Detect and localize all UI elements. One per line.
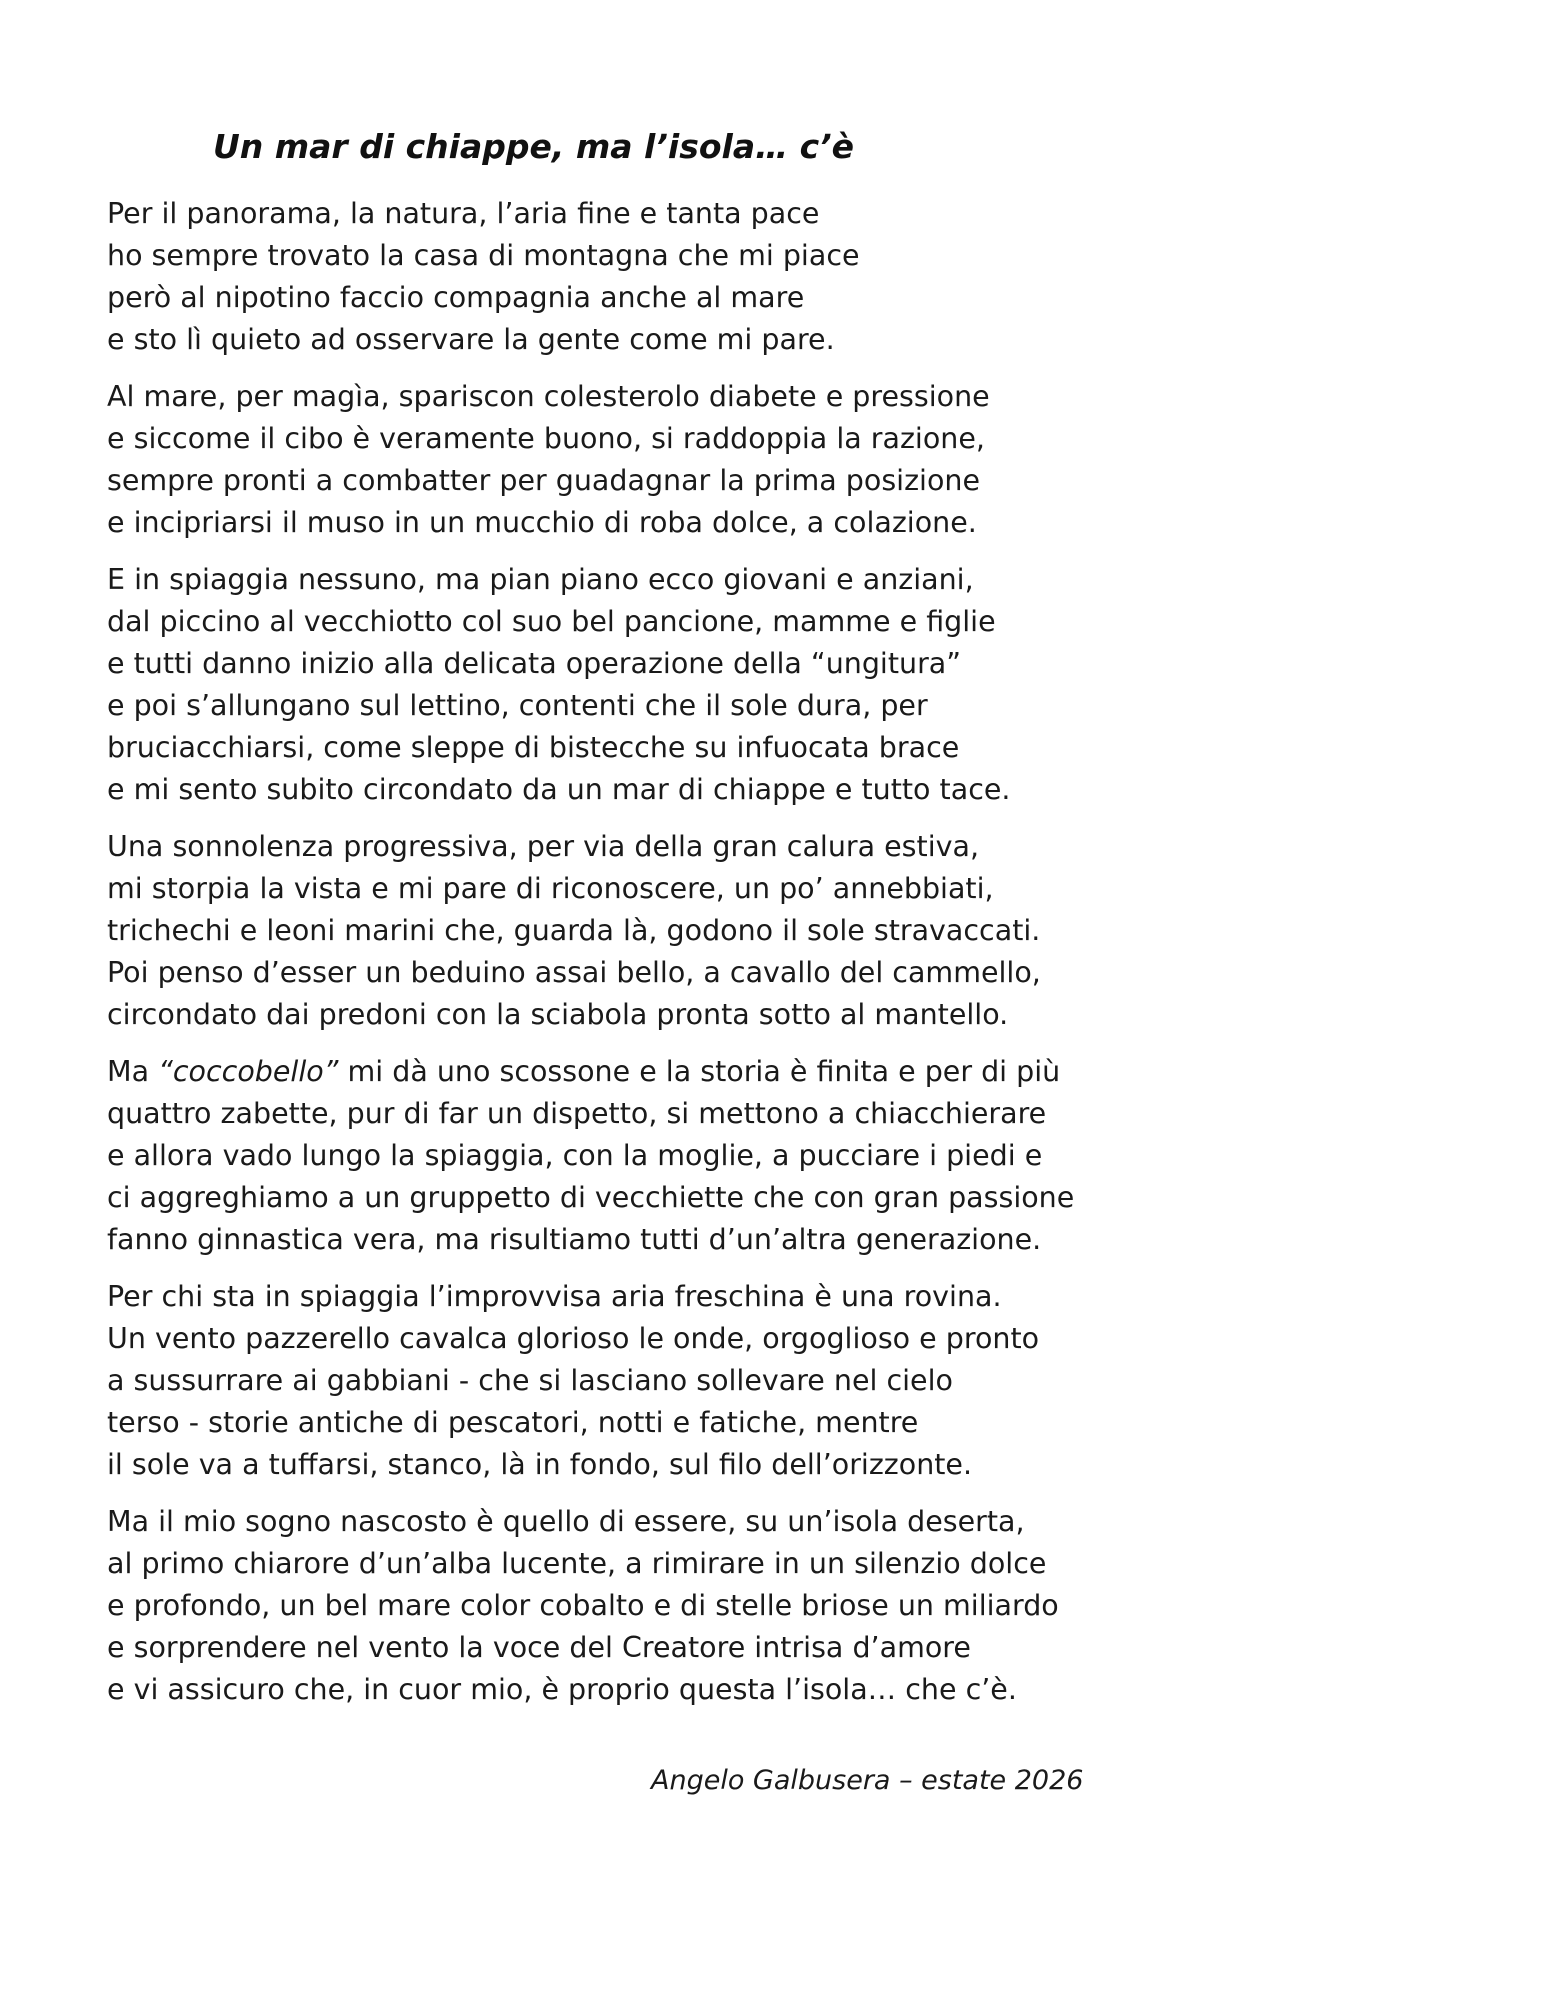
poem-line: Poi penso d’esser un beduino assai bello, a cavallo del cammello,: [107, 956, 1041, 989]
poem-line: quattro zabette, pur di far un dispetto, si mettono a chiacchierare: [107, 1097, 1047, 1130]
stanza: [107, 1501, 1347, 1711]
poem-line: circondato dai predoni con la sciabola pronta sotto al mantello.: [107, 998, 1009, 1031]
poem-line: e poi s’allungano sul lettino, contenti che il sole dura, per: [107, 689, 928, 722]
poem-line: Una sonnolenza progressiva, per via della gran calura estiva,: [107, 830, 980, 863]
poem-line: a sussurrare ai gabbiani - che si lasciano sollevare nel cielo: [107, 1364, 953, 1397]
poem-line: [107, 1051, 1347, 1093]
poem-line: dal piccino al vecchiotto col suo bel pancione, mamme e figlie: [107, 605, 996, 638]
poem-line: e siccome il cibo è veramente buono, si raddoppia la razione,: [107, 422, 985, 455]
stanza: [107, 826, 1347, 1036]
poem-line: e sto lì quieto ad osservare la gente come mi pare.: [107, 323, 835, 356]
poem-body: [107, 193, 1347, 1726]
poem-line: e vi assicuro che, in cuor mio, è proprio questa l’isola… che c’è.: [107, 1673, 1017, 1706]
poem-line: e incipriarsi il muso in un mucchio di roba dolce, a colazione.: [107, 506, 977, 539]
emphasized-word: “coccobello”: [158, 1055, 339, 1088]
stanza: [107, 1276, 1347, 1486]
poem-line: Ma il mio sogno nascosto è quello di essere, su un’isola deserta,: [107, 1505, 1025, 1538]
line-text: mi dà uno scossone e la storia è finita e per di più: [338, 1055, 1061, 1088]
stanza: [107, 193, 1347, 361]
poem-line: sempre pronti a combatter per guadagnar la prima posizione: [107, 464, 980, 497]
poem-line: Un vento pazzerello cavalca glorioso le onde, orgoglioso e pronto: [107, 1322, 1040, 1355]
poem-line: Al mare, per magìa, spariscon colesterolo diabete e pressione: [107, 380, 990, 413]
poem-line: e sorprendere nel vento la voce del Creatore intrisa d’amore: [107, 1631, 971, 1664]
poem-line: e mi sento subito circondato da un mar di chiappe e tutto tace.: [107, 773, 1011, 806]
poem-line: il sole va a tuffarsi, stanco, là in fondo, sul filo dell’orizzonte.: [107, 1448, 973, 1481]
poem-line: Per chi sta in spiaggia l’improvvisa aria freschina è una rovina.: [107, 1280, 1002, 1313]
poem-line: trichechi e leoni marini che, guarda là, godono il sole stravaccati.: [107, 914, 1041, 947]
stanza: [107, 376, 1347, 544]
poem-line: ci aggreghiamo a un gruppetto di vecchiette che con gran passione: [107, 1181, 1075, 1214]
line-text: Ma: [107, 1055, 159, 1088]
poem-line: e tutti danno inizio alla delicata operazione della “ungitura”: [107, 647, 962, 680]
stanza: [107, 559, 1347, 811]
poem-line: E in spiaggia nessuno, ma pian piano ecco giovani e anziani,: [107, 563, 974, 596]
poem-line: bruciacchiarsi, come sleppe di bistecche su infuocata brace: [107, 731, 960, 764]
poem-line: terso - storie antiche di pescatori, notti e fatiche, mentre: [107, 1406, 919, 1439]
poem-line: e allora vado lungo la spiaggia, con la moglie, a pucciare i piedi e: [107, 1139, 1043, 1172]
poem-title: Un mar di chiappe, ma l’isola… c’è: [213, 127, 855, 166]
poem-line: e profondo, un bel mare color cobalto e di stelle briose un miliardo: [107, 1589, 1059, 1622]
author-signature: Angelo Galbusera – estate 2026: [651, 1765, 1084, 1796]
poem-line: al primo chiarore d’un’alba lucente, a rimirare in un silenzio dolce: [107, 1547, 1047, 1580]
poem-line: ho sempre trovato la casa di montagna che mi piace: [107, 239, 860, 272]
poem-line: però al nipotino faccio compagnia anche al mare: [107, 281, 805, 314]
poem-line: mi storpia la vista e mi pare di riconoscere, un po’ annebbiati,: [107, 872, 994, 905]
poem-line: Per il panorama, la natura, l’aria fine e tanta pace: [107, 197, 820, 230]
stanza: [107, 1051, 1347, 1261]
poem-line: fanno ginnastica vera, ma risultiamo tutti d’un’altra generazione.: [107, 1223, 1042, 1256]
